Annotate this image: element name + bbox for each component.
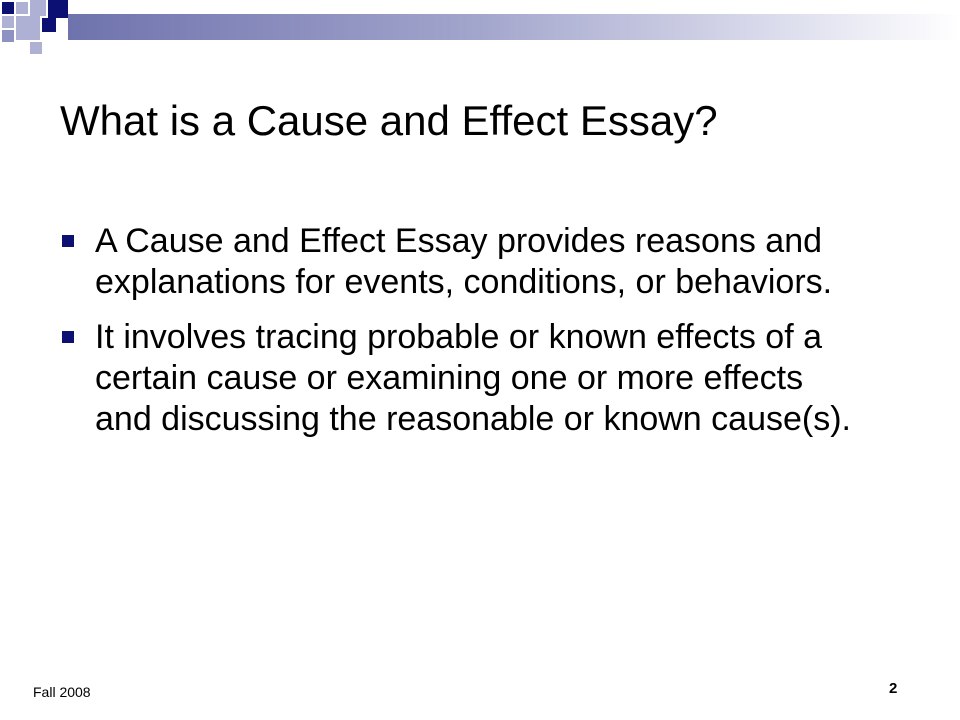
bullet-text: A Cause and Effect Essay provides reasons and explanations for events, conditions, or behaviors. (95, 222, 833, 301)
slide-title: What is a Cause and Effect Essay? (60, 97, 718, 144)
slide-number: 2 (889, 680, 898, 697)
square-bullet-icon (62, 331, 74, 343)
bullet-list (62, 221, 862, 454)
square-bullet-icon (62, 235, 74, 247)
footer-date: Fall 2008 (33, 684, 91, 700)
bullet-item (62, 317, 862, 440)
bullet-text: It involves tracing probable or known effects of a certain cause or examining one or more effects and discussing the reasonable or known cause(s). (95, 318, 851, 438)
bullet-item (62, 221, 862, 303)
header-gradient-bar (68, 14, 960, 40)
